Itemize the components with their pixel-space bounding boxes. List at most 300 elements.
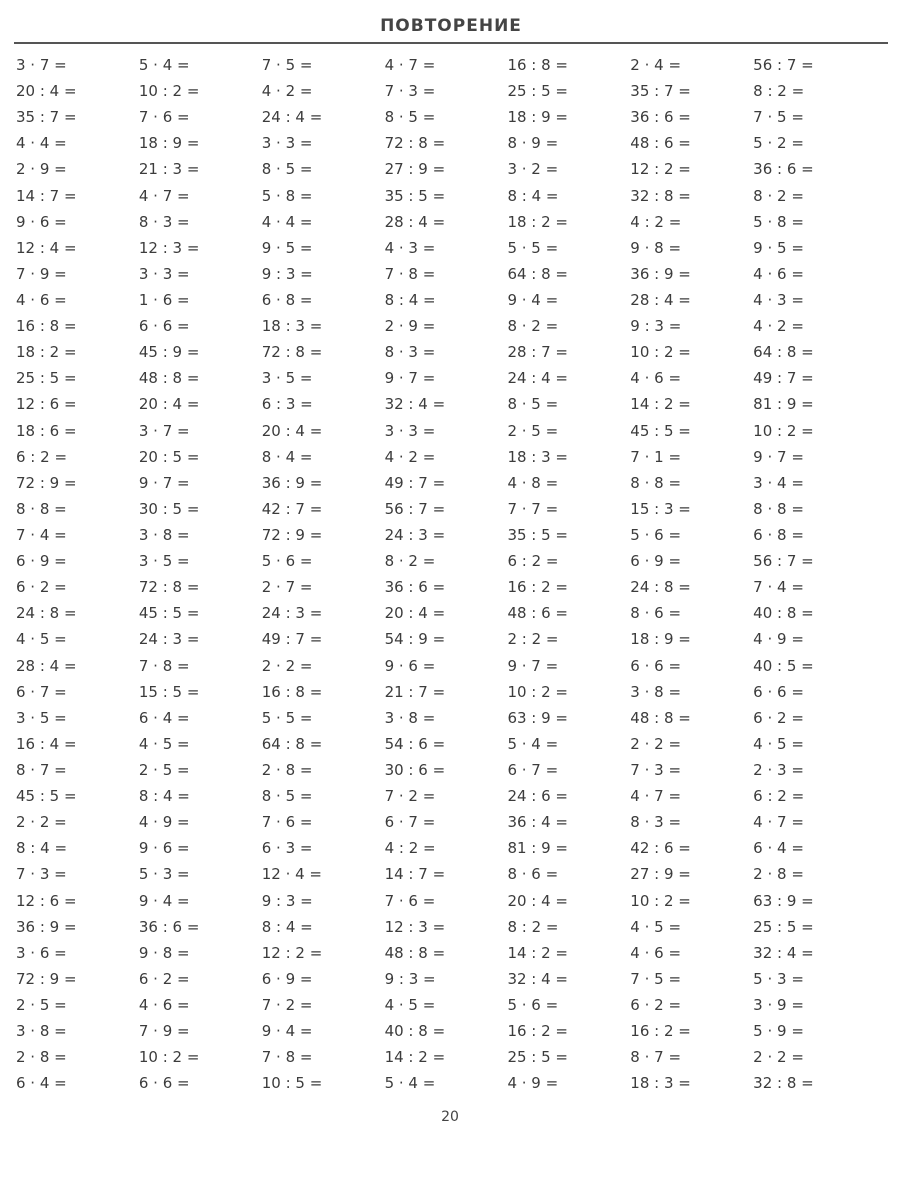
exercise-item: 2 · 8 =: [16, 1048, 67, 1067]
exercise-item: 45 : 5 =: [16, 787, 77, 806]
exercise-item: 2 · 9 =: [16, 160, 67, 179]
exercise-item: 7 · 1 =: [630, 447, 682, 466]
exercise-item: 7 · 9 =: [138, 1022, 190, 1041]
exercise-row: [16, 444, 876, 470]
exercise-item: 7 · 4 =: [16, 526, 67, 545]
exercise-item: 8 : 4 =: [261, 917, 313, 936]
exercise-item: 4 · 9 =: [507, 1074, 559, 1093]
exercise-row: [16, 1044, 876, 1070]
exercise-row: [16, 1070, 876, 1096]
exercise-item: 72 : 9 =: [16, 473, 77, 492]
exercise-item: 8 · 2 =: [507, 317, 559, 336]
exercise-item: 6 · 7 =: [16, 682, 67, 701]
exercise-item: 7 · 5 =: [630, 969, 682, 988]
exercise-row: [16, 391, 876, 417]
exercise-item: 35 : 7 =: [16, 108, 77, 127]
exercise-item: 2 · 5 =: [507, 421, 559, 440]
exercise-item: 8 : 4 =: [507, 186, 559, 205]
exercise-item: 4 · 6 =: [138, 995, 190, 1014]
exercise-row: [16, 731, 876, 757]
exercise-item: 7 · 4 =: [753, 578, 804, 597]
exercise-item: 6 · 9 =: [261, 969, 313, 988]
exercise-item: 32 : 4 =: [384, 395, 446, 414]
exercise-item: 54 : 6 =: [384, 734, 446, 753]
exercise-item: 8 · 5 =: [507, 395, 559, 414]
exercise-item: 36 : 6 =: [384, 578, 446, 597]
exercise-item: 42 : 6 =: [630, 839, 691, 858]
exercise-row: [16, 626, 876, 652]
exercise-item: 2 · 2 =: [16, 813, 67, 832]
exercise-item: 14 : 2 =: [630, 395, 691, 414]
exercise-item: 4 · 7 =: [138, 186, 190, 205]
exercise-item: 49 : 7 =: [753, 369, 814, 388]
exercise-item: 2 · 2 =: [630, 734, 682, 753]
exercise-item: 9 · 7 =: [507, 656, 559, 675]
exercise-item: 4 · 2 =: [261, 82, 313, 101]
exercise-item: 7 · 2 =: [261, 995, 313, 1014]
exercise-row: [16, 183, 876, 209]
exercise-item: 28 : 4 =: [16, 656, 77, 675]
exercise-item: 63 : 9 =: [753, 891, 814, 910]
exercise-item: 8 · 8 =: [630, 473, 682, 492]
exercise-item: 18 : 2 =: [16, 343, 77, 362]
exercise-item: 3 · 4 =: [753, 473, 804, 492]
exercise-row: [16, 653, 876, 679]
exercise-item: 4 : 2 =: [384, 839, 436, 858]
exercise-item: 2 · 3 =: [753, 761, 804, 779]
exercise-item: 5 · 8 =: [261, 186, 313, 205]
exercise-item: 9 · 5 =: [261, 238, 313, 257]
exercise-item: 6 · 2 =: [16, 578, 67, 597]
exercise-row: [16, 209, 876, 235]
exercise-row: [16, 313, 876, 339]
exercise-item: 35 : 5 =: [384, 186, 446, 205]
exercise-item: 24 : 4 =: [261, 108, 323, 127]
exercise-item: 8 · 4 =: [261, 447, 313, 466]
exercise-item: 12 · 4 =: [261, 865, 322, 884]
exercise-item: 16 : 8 =: [16, 317, 77, 336]
exercise-item: 8 : 2 =: [753, 82, 805, 101]
exercise-item: 4 · 8 =: [507, 473, 559, 492]
exercise-item: 9 · 4 =: [138, 891, 190, 910]
exercise-item: 32 : 4 =: [507, 969, 568, 988]
exercise-item: 2 · 7 =: [261, 578, 313, 597]
exercise-row: [16, 888, 876, 914]
exercise-item: 6 · 6 =: [630, 656, 682, 675]
exercise-item: 25 : 5 =: [507, 82, 568, 101]
exercise-item: 8 · 6 =: [507, 865, 559, 884]
exercise-item: 9 · 7 =: [753, 447, 804, 466]
exercise-item: 6 · 4 =: [138, 708, 190, 727]
exercise-item: 8 · 2 =: [384, 552, 436, 571]
exercise-item: 15 : 3 =: [630, 499, 691, 518]
exercise-item: 81 : 9 =: [753, 395, 814, 414]
exercise-item: 48 : 8 =: [384, 943, 446, 962]
exercise-item: 28 : 7 =: [507, 343, 568, 362]
exercise-item: 6 : 2 =: [753, 787, 805, 806]
exercise-item: 5 · 3 =: [753, 969, 804, 988]
exercise-item: 10 : 2 =: [507, 682, 568, 701]
exercise-item: 4 · 5 =: [630, 917, 682, 936]
exercise-item: 9 · 8 =: [138, 943, 190, 962]
exercise-item: 10 : 2 =: [138, 1048, 200, 1067]
exercise-item: 24 : 3 =: [261, 604, 323, 623]
exercise-item: 20 : 4 =: [507, 891, 568, 910]
exercise-item: 27 : 9 =: [384, 160, 446, 179]
exercise-item: 3 · 8 =: [630, 682, 682, 701]
exercise-item: 4 · 4 =: [16, 134, 67, 153]
exercise-item: 4 · 7 =: [630, 787, 682, 806]
exercise-item: 16 : 8 =: [507, 56, 568, 75]
exercise-item: 48 : 6 =: [630, 134, 691, 153]
exercise-row: [16, 522, 876, 548]
exercise-item: 3 · 5 =: [138, 552, 190, 571]
exercise-item: 5 · 6 =: [630, 526, 682, 545]
exercise-item: 7 · 3 =: [16, 865, 67, 884]
exercise-item: 8 : 4 =: [384, 291, 436, 310]
exercise-item: 8 : 4 =: [138, 787, 190, 806]
exercise-item: 10 : 2 =: [753, 421, 814, 440]
exercise-item: 16 : 4 =: [16, 734, 77, 753]
exercise-row: [16, 966, 876, 992]
exercise-item: 36 : 9 =: [261, 473, 323, 492]
exercise-item: 24 : 6 =: [507, 787, 568, 806]
exercise-item: 9 : 3 =: [384, 969, 436, 988]
exercise-item: 5 · 2 =: [753, 134, 804, 153]
exercise-item: 42 : 7 =: [261, 499, 323, 518]
exercise-item: 20 : 4 =: [261, 421, 323, 440]
exercise-item: 4 · 5 =: [16, 630, 67, 649]
exercise-item: 2 · 8 =: [261, 761, 313, 779]
exercise-item: 7 · 3 =: [384, 82, 436, 101]
exercise-item: 64 : 8 =: [753, 343, 814, 362]
exercise-item: 6 · 6 =: [753, 682, 804, 701]
exercise-item: 9 · 4 =: [507, 291, 559, 310]
exercise-item: 4 · 5 =: [138, 734, 190, 753]
exercise-item: 18 : 9 =: [507, 108, 568, 127]
exercise-item: 32 : 8 =: [630, 186, 691, 205]
exercise-item: 9 · 7 =: [138, 473, 190, 492]
exercise-item: 72 : 8 =: [138, 578, 200, 597]
exercise-item: 6 : 2 =: [16, 447, 68, 466]
exercise-item: 7 · 6 =: [384, 891, 436, 910]
exercise-item: 7 · 3 =: [630, 761, 682, 779]
exercise-item: 10 : 2 =: [138, 82, 200, 101]
exercise-item: 21 : 7 =: [384, 682, 446, 701]
exercise-item: 9 · 8 =: [630, 238, 682, 257]
exercise-item: 8 · 3 =: [384, 343, 436, 362]
exercise-item: 4 · 3 =: [753, 291, 804, 310]
exercise-item: 12 : 6 =: [16, 891, 77, 910]
exercise-item: 4 · 3 =: [384, 238, 436, 257]
exercise-item: 6 · 8 =: [753, 526, 804, 545]
exercise-row: [16, 287, 876, 313]
exercise-item: 4 · 6 =: [753, 264, 804, 283]
exercise-row: [16, 261, 876, 287]
exercise-item: 5 · 5 =: [507, 238, 559, 257]
exercise-item: 14 : 2 =: [507, 943, 568, 962]
exercise-row: [16, 757, 876, 783]
exercise-item: 8 · 5 =: [261, 160, 313, 179]
exercise-item: 81 : 9 =: [507, 839, 568, 858]
exercise-item: 6 · 2 =: [630, 995, 682, 1014]
exercise-item: 9 : 3 =: [261, 264, 313, 283]
exercise-row: [16, 339, 876, 365]
exercise-item: 36 : 6 =: [753, 160, 814, 179]
exercise-item: 5 · 4 =: [507, 734, 559, 753]
exercise-item: 27 : 9 =: [630, 865, 691, 884]
exercise-item: 64 : 8 =: [261, 734, 323, 753]
exercise-item: 7 · 6 =: [261, 813, 313, 832]
exercise-item: 32 : 4 =: [753, 943, 814, 962]
exercise-item: 2 · 4 =: [630, 56, 682, 75]
exercise-item: 5 · 5 =: [261, 708, 313, 727]
exercise-item: 15 : 5 =: [138, 682, 200, 701]
exercise-row: [16, 835, 876, 861]
exercise-row: [16, 600, 876, 626]
exercise-item: 5 · 4 =: [138, 56, 190, 75]
exercise-item: 5 · 4 =: [384, 1074, 436, 1093]
exercise-item: 2 · 9 =: [384, 317, 436, 336]
page-title: ПОВТОРЕНИЕ: [380, 16, 522, 36]
exercise-item: 7 · 8 =: [384, 264, 436, 283]
exercise-item: 18 : 3 =: [261, 317, 323, 336]
exercise-row: [16, 861, 876, 887]
exercise-item: 4 · 7 =: [384, 56, 436, 75]
exercise-item: 28 : 4 =: [630, 291, 691, 310]
exercise-item: 6 · 9 =: [630, 552, 682, 571]
exercise-item: 7 · 5 =: [261, 56, 313, 75]
exercise-item: 2 · 2 =: [261, 656, 313, 675]
exercise-row: [16, 470, 876, 496]
exercise-item: 14 : 7 =: [16, 186, 77, 205]
exercise-item: 6 : 3 =: [261, 395, 313, 414]
exercise-item: 24 : 3 =: [384, 526, 446, 545]
exercise-item: 40 : 5 =: [753, 656, 814, 675]
exercise-item: 54 : 9 =: [384, 630, 446, 649]
page-header: [14, 14, 888, 44]
exercise-item: 5 · 6 =: [507, 995, 559, 1014]
exercise-item: 4 · 5 =: [384, 995, 436, 1014]
exercise-item: 9 : 3 =: [630, 317, 682, 336]
exercise-item: 8 · 5 =: [384, 108, 436, 127]
exercise-item: 45 : 5 =: [138, 604, 200, 623]
exercise-item: 8 · 5 =: [261, 787, 313, 806]
exercise-item: 12 : 2 =: [630, 160, 691, 179]
exercise-item: 2 · 8 =: [753, 865, 804, 884]
exercise-row: [16, 809, 876, 835]
exercise-item: 7 · 6 =: [138, 108, 190, 127]
exercise-item: 64 : 8 =: [507, 264, 568, 283]
exercise-item: 6 · 8 =: [261, 291, 313, 310]
exercise-item: 9 · 7 =: [384, 369, 436, 388]
exercise-item: 16 : 8 =: [261, 682, 323, 701]
exercise-row: [16, 104, 876, 130]
exercise-item: 12 : 4 =: [16, 238, 77, 257]
exercise-item: 25 : 5 =: [753, 917, 814, 936]
exercise-item: 36 : 9 =: [630, 264, 691, 283]
exercise-item: 18 : 9 =: [138, 134, 200, 153]
exercise-item: 8 · 8 =: [753, 499, 804, 518]
exercise-item: 24 : 8 =: [16, 604, 77, 623]
exercise-item: 7 · 8 =: [261, 1048, 313, 1067]
exercise-item: 12 : 3 =: [384, 917, 446, 936]
exercise-item: 4 · 5 =: [753, 734, 804, 753]
exercise-item: 10 : 2 =: [630, 891, 691, 910]
exercise-item: 6 · 6 =: [138, 317, 190, 336]
exercise-item: 30 : 5 =: [138, 499, 200, 518]
exercise-row: [16, 679, 876, 705]
exercise-item: 9 · 6 =: [16, 212, 67, 231]
exercise-item: 12 : 3 =: [138, 238, 200, 257]
exercise-row: [16, 940, 876, 966]
exercise-row: [16, 235, 876, 261]
exercise-item: 56 : 7 =: [384, 499, 446, 518]
exercise-item: 8 · 7 =: [16, 761, 67, 779]
page-number: 20: [441, 1109, 459, 1125]
exercise-item: 48 : 6 =: [507, 604, 568, 623]
exercise-item: 2 · 5 =: [16, 995, 67, 1014]
exercise-item: 49 : 7 =: [261, 630, 323, 649]
exercise-item: 30 : 6 =: [384, 761, 446, 779]
exercise-item: 12 : 6 =: [16, 395, 77, 414]
exercise-item: 36 : 4 =: [507, 813, 568, 832]
exercise-item: 20 : 4 =: [16, 82, 77, 101]
exercise-item: 7 · 8 =: [138, 656, 190, 675]
exercise-row: [16, 783, 876, 809]
exercise-item: 3 · 6 =: [16, 943, 67, 962]
exercise-item: 7 · 7 =: [507, 499, 559, 518]
exercise-item: 6 · 4 =: [16, 1074, 67, 1093]
exercise-row: [16, 548, 876, 574]
exercise-item: 8 · 9 =: [507, 134, 559, 153]
exercise-item: 2 : 2 =: [507, 630, 559, 649]
exercise-item: 20 : 4 =: [384, 604, 446, 623]
exercise-item: 24 : 3 =: [138, 630, 200, 649]
exercise-item: 3 · 3 =: [261, 134, 313, 153]
exercise-item: 7 · 2 =: [384, 787, 436, 806]
exercise-item: 9 · 6 =: [384, 656, 436, 675]
exercise-item: 12 : 2 =: [261, 943, 323, 962]
exercise-item: 3 · 7 =: [16, 56, 67, 75]
exercise-item: 63 : 9 =: [507, 708, 568, 727]
exercise-item: 45 : 9 =: [138, 343, 200, 362]
exercise-item: 4 · 6 =: [16, 291, 67, 310]
exercise-item: 16 : 2 =: [507, 1022, 568, 1041]
exercise-item: 4 · 6 =: [630, 943, 682, 962]
exercise-item: 5 · 9 =: [753, 1022, 804, 1041]
exercise-item: 18 : 2 =: [507, 212, 568, 231]
exercise-item: 8 : 2 =: [507, 917, 559, 936]
exercise-item: 8 · 6 =: [630, 604, 682, 623]
exercise-item: 14 : 2 =: [384, 1048, 446, 1067]
exercise-item: 8 · 8 =: [16, 499, 67, 518]
exercise-item: 5 · 3 =: [138, 865, 190, 884]
exercise-item: 3 · 8 =: [384, 708, 436, 727]
exercise-item: 5 · 8 =: [753, 212, 804, 231]
exercise-item: 4 · 2 =: [384, 447, 436, 466]
exercise-item: 35 : 5 =: [507, 526, 568, 545]
exercise-item: 4 · 9 =: [138, 813, 190, 832]
exercise-item: 20 : 4 =: [138, 395, 200, 414]
exercise-item: 8 · 2 =: [753, 186, 804, 205]
exercise-row: [16, 130, 876, 156]
exercise-item: 18 : 6 =: [16, 421, 77, 440]
exercise-item: 14 : 7 =: [384, 865, 446, 884]
exercise-item: 6 · 4 =: [753, 839, 804, 858]
exercise-item: 1 · 6 =: [138, 291, 190, 310]
exercise-row: [16, 574, 876, 600]
exercise-item: 4 : 2 =: [630, 212, 682, 231]
exercise-item: 3 · 2 =: [507, 160, 559, 179]
exercise-item: 56 : 7 =: [753, 552, 814, 571]
exercise-item: 16 : 2 =: [630, 1022, 691, 1041]
exercise-grid: [16, 52, 876, 1096]
exercise-row: [16, 496, 876, 522]
exercise-row: [16, 914, 876, 940]
exercise-row: [16, 418, 876, 444]
exercise-item: 72 : 8 =: [261, 343, 323, 362]
exercise-item: 49 : 7 =: [384, 473, 446, 492]
exercise-item: 56 : 7 =: [753, 56, 814, 75]
exercise-item: 5 · 6 =: [261, 552, 313, 571]
exercise-row: [16, 992, 876, 1018]
exercise-item: 18 : 9 =: [630, 630, 691, 649]
exercise-item: 4 · 9 =: [753, 630, 804, 649]
exercise-item: 8 · 7 =: [630, 1048, 682, 1067]
exercise-item: 10 : 2 =: [630, 343, 691, 362]
exercise-item: 6 · 6 =: [138, 1074, 190, 1093]
exercise-row: [16, 365, 876, 391]
exercise-item: 21 : 3 =: [138, 160, 200, 179]
exercise-item: 45 : 5 =: [630, 421, 691, 440]
exercise-item: 3 · 5 =: [16, 708, 67, 727]
exercise-item: 9 : 3 =: [261, 891, 313, 910]
exercise-item: 72 : 9 =: [16, 969, 77, 988]
exercise-item: 4 · 7 =: [753, 813, 804, 832]
exercise-item: 3 · 8 =: [16, 1022, 67, 1041]
exercise-item: 36 : 6 =: [630, 108, 691, 127]
exercise-item: 25 : 5 =: [16, 369, 77, 388]
exercise-item: 4 · 4 =: [261, 212, 313, 231]
exercise-item: 3 · 8 =: [138, 526, 190, 545]
exercise-item: 3 · 3 =: [138, 264, 190, 283]
exercise-item: 6 · 7 =: [384, 813, 436, 832]
exercise-item: 36 : 9 =: [16, 917, 77, 936]
exercise-item: 18 : 3 =: [630, 1074, 691, 1093]
exercise-item: 16 : 2 =: [507, 578, 568, 597]
exercise-item: 3 · 7 =: [138, 421, 190, 440]
exercise-item: 8 : 4 =: [16, 839, 68, 858]
exercise-item: 25 : 5 =: [507, 1048, 568, 1067]
exercise-item: 24 : 4 =: [507, 369, 568, 388]
exercise-item: 40 : 8 =: [753, 604, 814, 623]
exercise-row: [16, 1018, 876, 1044]
exercise-item: 4 · 2 =: [753, 317, 804, 336]
exercise-row: [16, 78, 876, 104]
exercise-item: 10 : 5 =: [261, 1074, 323, 1093]
exercise-item: 6 · 7 =: [507, 761, 559, 779]
exercise-item: 6 : 2 =: [507, 552, 559, 571]
exercise-item: 3 · 3 =: [384, 421, 436, 440]
exercise-item: 48 : 8 =: [630, 708, 691, 727]
exercise-item: 72 : 8 =: [384, 134, 446, 153]
exercise-item: 9 · 6 =: [138, 839, 190, 858]
exercise-item: 7 · 5 =: [753, 108, 804, 127]
exercise-item: 6 · 2 =: [138, 969, 190, 988]
exercise-item: 2 · 5 =: [138, 761, 190, 779]
exercise-item: 9 · 4 =: [261, 1022, 313, 1041]
